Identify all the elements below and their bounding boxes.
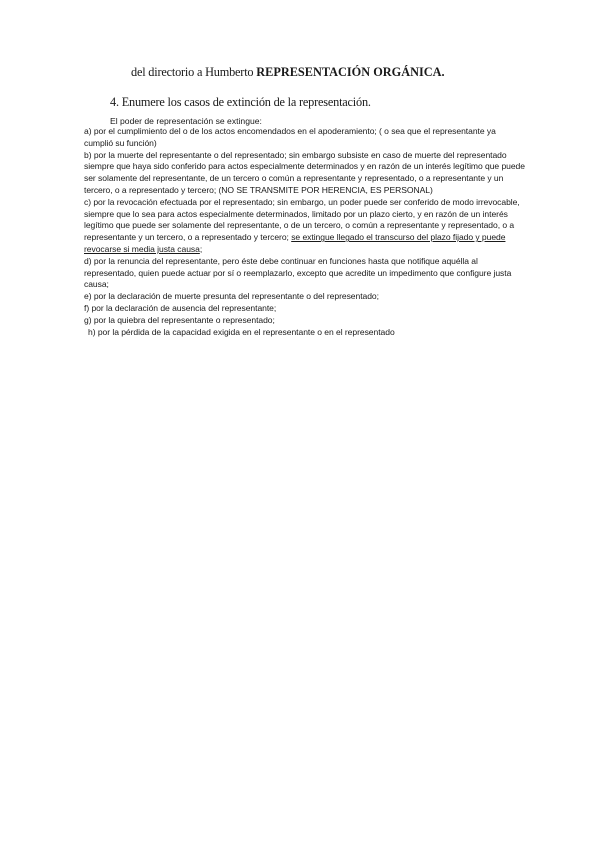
list-item-e: e) por la declaración de muerte presunta del representante o del representado; bbox=[84, 291, 379, 302]
list-item-f: f) por la declaración de ausencia del representante; bbox=[84, 302, 277, 313]
list-item-g: g) por la quiebra del representante o representado; bbox=[84, 314, 275, 325]
list-item-c-text: c) por la revocación efectuada por el representado; sin embargo, un poder puede ser conferido de modo irrevocable, siempre que lo sea para actos especialmente determinados, limitado por un plazo cierto, y en razón de un interés legítimo que puede ser solamente del representante, o de un tercero, o común a representante y representado, o a representante y un tercero, o a representado y tercero; bbox=[84, 196, 520, 243]
header-line bbox=[131, 65, 445, 80]
list-item-a: a) por el cumplimiento del o de los actos encomendados en el apoderamiento; ( o sea que el representante ya cumplió su función) bbox=[84, 126, 496, 148]
list-item-c bbox=[84, 197, 526, 256]
extinction-list bbox=[84, 126, 526, 338]
list-item-h: h) por la pérdida de la capacidad exigida en el representante o en el representado bbox=[88, 326, 395, 337]
intro-text: El poder de representación se extingue: bbox=[110, 116, 262, 126]
header-line-prefix: del directorio a Humberto bbox=[131, 65, 257, 79]
list-item-c-underlined: se extingue llegado el transcurso del plazo fijado y puede revocarse si media justa causa bbox=[84, 232, 506, 254]
header-line-bold: REPRESENTACIÓN ORGÁNICA. bbox=[256, 65, 445, 79]
list-item-c-end: ; bbox=[199, 243, 203, 254]
list-item-b: b) por la muerte del representante o del representado; sin embargo subsiste en caso de muerte del representado siempre que haya sido conferido para actos especialmente determinados y en razón de un interés legítimo que puede ser solamente del representante, de un tercero o común a representante y representado, o a representante y un tercero, o a representado y tercero; (NO SE TRANSMITE POR HERENCIA, ES PERSONAL) bbox=[84, 149, 525, 195]
question-heading: 4. Enumere los casos de extinción de la representación. bbox=[110, 95, 371, 109]
list-item-d: d) por la renuncia del representante, pero éste debe continuar en funciones hasta que notifique aquélla al representado, quien puede actuar por sí o reemplazarlo, excepto que acredite un impedimento que configure justa causa; bbox=[84, 255, 512, 290]
